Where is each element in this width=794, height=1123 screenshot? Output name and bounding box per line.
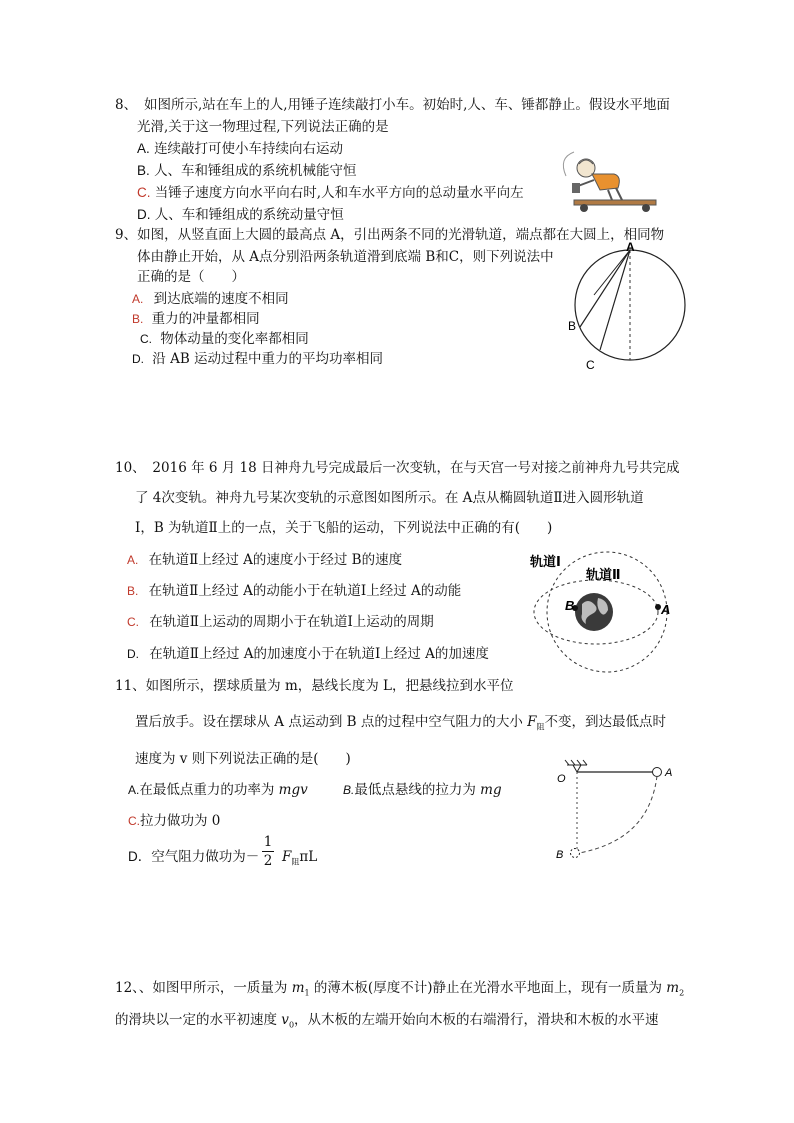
chord-extra: [594, 250, 630, 295]
q11-option-b-text: 最低点悬线的拉力为: [354, 782, 481, 798]
q8-option-b: [137, 162, 357, 180]
q11-option-a-text: 在最低点重力的功率为: [139, 782, 279, 798]
q11-stem-line3: 速度为 v 则下列说法正确的是( ): [135, 751, 351, 767]
q11-option-b: [343, 781, 502, 799]
q10-option-d-key: D.: [127, 647, 139, 661]
q11-stem-line2: [135, 713, 666, 737]
q11-option-a-key: A.: [128, 783, 140, 797]
label-c: C: [586, 358, 595, 372]
q10-stem-line3: Ⅰ，B 为轨道Ⅱ上的一点，关于飞船的运动，下列说法中正确的有( ): [135, 520, 553, 536]
q8-option-d-key: D.: [137, 207, 151, 222]
q9-option-a-text: 到达底端的速度不相同: [153, 291, 289, 307]
q10-option-c: [127, 613, 434, 631]
q9-option-d-key: D.: [132, 352, 144, 366]
label-o: O: [557, 773, 566, 785]
q10-option-a: [127, 551, 402, 569]
q11-stem-line2-b: 不变，到达最低点时: [544, 714, 667, 730]
q10-option-a-text: 在轨道Ⅱ上经过 A的速度小于经过 B的速度: [148, 552, 403, 568]
q9-option-b-key: B.: [132, 312, 144, 326]
chord-ab: [580, 250, 630, 327]
q11-fraction-numerator: 1: [263, 834, 273, 850]
q8-hammer-cart-figure: [552, 146, 662, 216]
q9-option-c: [140, 330, 309, 348]
q12-line2-b: ，从木板的左端开始向木板的右端滑行，滑块和木板的水平速: [294, 1012, 659, 1028]
q8-option-c-key: C.: [137, 185, 151, 200]
q12-line2: [115, 1011, 659, 1035]
label-orbit-2: 轨道Ⅱ: [586, 567, 621, 582]
q11-option-b-var: mg: [480, 782, 502, 798]
q11-option-c: [128, 812, 220, 830]
hammer-handle: [578, 180, 594, 186]
q8-option-c-text: 当锤子速度方向水平向右时,人和车水平方向的总动量水平向左: [154, 185, 524, 201]
q9-option-c-text: 物体动量的变化率都相同: [160, 331, 309, 347]
q9-stem-line3: 正确的是（ ）: [137, 269, 245, 285]
q8-option-b-key: B.: [137, 163, 150, 178]
q11-pendulum-figure: [553, 760, 703, 865]
q12-m2-sub: 2: [679, 988, 685, 998]
q10-option-c-key: C.: [127, 615, 139, 629]
q11-d-force-symbol: F: [282, 849, 292, 865]
q11-force-symbol: F: [527, 714, 537, 730]
q8-option-b-text: 人、车和锤组成的系统机械能守恒: [154, 163, 357, 179]
label-b: B: [556, 849, 564, 861]
q11-d-force-subscript: 阻: [291, 857, 300, 867]
label-a: A: [626, 240, 635, 254]
q9-option-d-text: 沿 AB 运动过程中重力的平均功率相同: [152, 351, 384, 367]
q11-force-subscript: 阻: [536, 722, 545, 732]
q11-option-a: [128, 781, 308, 799]
q11-option-b-key: B.: [343, 783, 355, 797]
label-a: A: [661, 602, 671, 617]
swing-path: [579, 776, 657, 853]
q9-stem-line2: 体由静止开始，从 A点分别沿两条轨道滑到底端 B和C，则下列说法中: [137, 249, 554, 265]
pivot-icon: [573, 765, 581, 772]
q8-option-a: [137, 140, 343, 158]
swing-arc: [563, 152, 574, 176]
q8-stem-line2: 光滑,关于这一物理过程,下列说法正确的是: [137, 119, 389, 135]
q8-option-c: [137, 184, 524, 202]
hammer-head: [572, 183, 580, 193]
label-orbit-1: 轨道Ⅰ: [530, 554, 561, 569]
q12-line2-a: 的滑块以一定的水平初速度: [115, 1012, 282, 1028]
q11-fraction: [262, 834, 274, 869]
q9-option-d: [132, 350, 383, 368]
cart-board: [574, 200, 656, 205]
q9-circle-track-figure: [560, 240, 700, 375]
q12-m2: m: [666, 980, 680, 996]
q10-stem-line1: 10、 2016 年 6 月 18 日神舟九号完成最后一次变轨，在与天宫一号对接之前神舟九号共完成: [115, 460, 680, 476]
q12-m1: m: [291, 980, 305, 996]
q9-option-a-key: A.: [132, 292, 144, 306]
q10-option-c-text: 在轨道Ⅱ上运动的周期小于在轨道Ⅰ上运动的周期: [149, 614, 434, 630]
q9-option-b-text: 重力的冲量都相同: [151, 311, 260, 327]
q11-option-d: [128, 848, 259, 866]
q11-option-d-tail: [282, 848, 317, 872]
q9-option-b: [132, 310, 260, 328]
q8-number: 8、: [115, 97, 138, 113]
q11-option-c-text: 拉力做功为 0: [140, 813, 221, 829]
q12-v0: v: [281, 1012, 289, 1028]
q11-option-a-var: mgv: [278, 782, 308, 798]
cart-wheel: [580, 204, 588, 212]
q10-option-d: [127, 645, 489, 663]
ball-b: [571, 849, 580, 858]
q11-stem-line1: 11、如图所示，摆球质量为 m，悬线长度为 L，把悬线拉到水平位: [115, 678, 514, 694]
q8-option-a-text: 连续敲打可使小车持续向右运动: [154, 141, 344, 157]
q8-option-d: [137, 206, 344, 224]
q12-m1-sub: 1: [304, 988, 310, 998]
cart-wheel: [642, 204, 650, 212]
q12-line1: [115, 979, 684, 1003]
q9-stem-line1: 9、如图，从竖直面上大圆的最高点 A，引出两条不同的光滑轨道，端点都在大圆上，相同物: [115, 227, 665, 243]
q10-orbit-figure: [528, 548, 688, 673]
person-body: [592, 174, 619, 190]
label-a: A: [665, 767, 673, 779]
chord-ac: [600, 250, 630, 350]
q11-d-tail: πL: [299, 849, 318, 865]
label-b: B: [565, 598, 575, 613]
q11-fraction-bar: [262, 851, 274, 852]
q12-v0-sub: 0: [288, 1020, 295, 1030]
q11-fraction-denominator: 2: [263, 853, 273, 869]
q11-stem-line2-a: 置后放手。设在摆球从 A 点运动到 B 点的过程中空气阻力的大小: [135, 714, 528, 730]
q12-line1-a: 12、、如图甲所示，一质量为: [115, 980, 292, 996]
q11-option-c-key: C.: [128, 814, 140, 828]
q10-option-d-text: 在轨道Ⅱ上经过 A的加速度小于在轨道Ⅰ上经过 A的加速度: [149, 646, 489, 662]
q9-option-a: [132, 290, 289, 308]
q10-option-a-key: A.: [127, 553, 139, 567]
q10-option-b: [127, 582, 461, 600]
q11-option-d-text: 空气阻力做功为－: [151, 849, 260, 865]
q11-option-d-key: D．: [128, 849, 152, 864]
q8-stem-line1: 如图所示,站在车上的人,用锤子连续敲打小车。初始时,人、车、锤都静止。假设水平地面: [144, 97, 670, 113]
label-b: B: [568, 319, 577, 333]
q10-stem-line2: 了 4次变轨。神舟九号某次变轨的示意图如图所示。在 A点从椭圆轨道Ⅱ进入圆形轨道: [135, 490, 644, 506]
ball-a: [653, 768, 662, 777]
q8-option-a-key: A.: [137, 141, 150, 156]
q9-option-c-key: C.: [140, 332, 152, 346]
q8-option-d-text: 人、车和锤组成的系统动量守恒: [154, 207, 344, 223]
q10-option-b-text: 在轨道Ⅱ上经过 A的动能小于在轨道Ⅰ上经过 A的动能: [148, 583, 462, 599]
q12-line1-b: 的薄木板(厚度不计)静止在光滑水平地面上，现有一质量为: [309, 980, 667, 996]
q10-option-b-key: B.: [127, 584, 139, 598]
